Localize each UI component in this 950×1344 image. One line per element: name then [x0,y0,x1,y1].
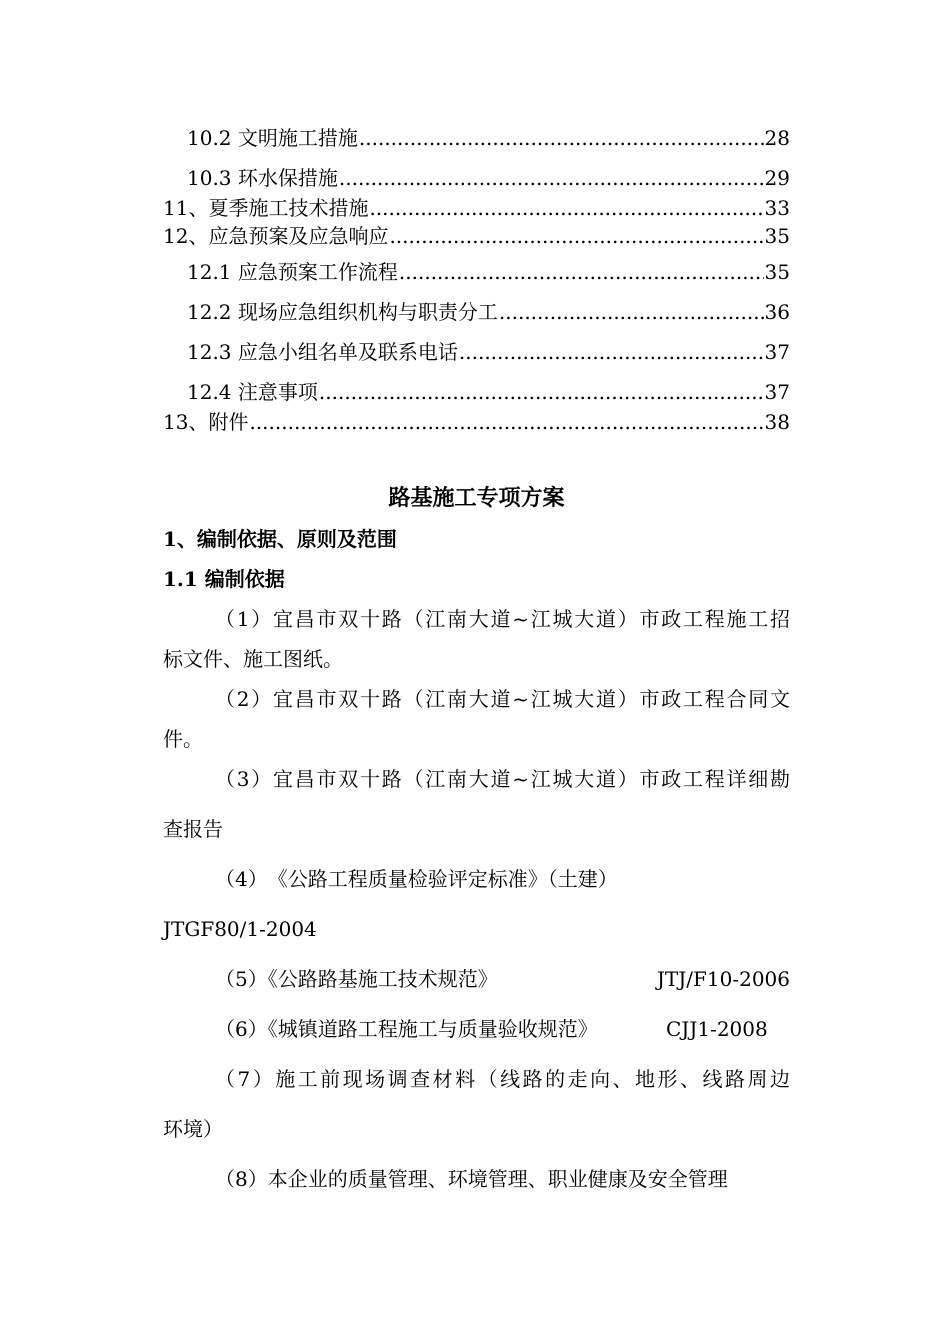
toc-entry-title: 13、附件 [163,410,249,434]
toc-entry[interactable] [163,223,790,249]
toc-entry-page: 33 [764,196,790,220]
section-heading: 1、编制依据、原则及范围 [163,527,397,551]
toc-leader-dots [399,259,764,285]
toc-leader-dots [319,379,764,405]
toc-leader-dots [459,339,764,365]
toc-entry[interactable] [187,165,790,191]
toc-leader-dots [369,195,763,221]
paragraph-line: （8）本企业的质量管理、环境管理、职业健康及安全管理 [215,1167,728,1191]
toc-entry-title: 12、应急预案及应急响应 [163,224,389,248]
toc-entry-page: 35 [764,224,790,248]
subsection-heading: 1.1 编制依据 [163,567,285,591]
paragraph-line: （1）宜昌市双十路（江南大道~江城大道）市政工程施工招 [215,607,790,631]
toc-entry[interactable] [187,125,790,151]
toc-entry-title: 12.1 应急预案工作流程 [187,260,398,284]
paragraph-line: （7）施工前现场调查材料（线路的走向、地形、线路周边 [215,1067,790,1091]
paragraph-line: （3）宜昌市双十路（江南大道~江城大道）市政工程详细勘 [215,767,790,791]
toc-entry-page: 38 [764,410,790,434]
toc-leader-dots [339,165,764,191]
toc-entry-title: 12.2 现场应急组织机构与职责分工 [187,300,498,324]
paragraph-line: （4） 《公路工程质量检验评定标准》（土建） [215,867,618,891]
standard-code: JTGF80/1-2004 [163,917,317,941]
paragraph-line: （6）《城镇道路工程施工与质量验收规范》 [215,1017,598,1041]
toc-entry-page: 29 [764,166,790,190]
toc-entry[interactable] [163,409,790,435]
document-title: 路基施工专项方案 [388,485,565,511]
toc-entry-title: 10.2 文明施工措施 [187,126,358,150]
toc-entry-title: 12.3 应急小组名单及联系电话 [187,340,458,364]
toc-entry-page: 28 [764,126,790,150]
toc-entry[interactable] [187,259,790,285]
toc-entry-title: 12.4 注意事项 [187,380,318,404]
paragraph-line: （2）宜昌市双十路（江南大道~江城大道）市政工程合同文 [215,687,790,711]
paragraph-line: 环境） [163,1117,223,1141]
toc-leader-dots [359,125,764,151]
standard-code: CJJ1-2008 [666,1017,768,1041]
toc-leader-dots [249,409,763,435]
paragraph-line: 件。 [163,727,203,751]
toc-entry-title: 10.3 环水保措施 [187,166,338,190]
paragraph-line: 标文件、施工图纸。 [163,647,343,671]
paragraph-line: 查报告 [163,817,223,841]
toc-entry[interactable] [187,299,790,325]
toc-entry[interactable] [187,379,790,405]
toc-entry-page: 37 [764,340,790,364]
toc-leader-dots [389,223,763,249]
toc-entry-title: 11、夏季施工技术措施 [163,196,369,220]
toc-entry[interactable] [187,339,790,365]
standard-code: JTJ/F10-2006 [656,967,790,991]
toc-entry[interactable] [163,195,790,221]
paragraph-line: （5）《公路路基施工技术规范》 [215,967,498,991]
toc-leader-dots [499,299,764,325]
toc-entry-page: 36 [764,300,790,324]
toc-entry-page: 35 [764,260,790,284]
toc-entry-page: 37 [764,380,790,404]
